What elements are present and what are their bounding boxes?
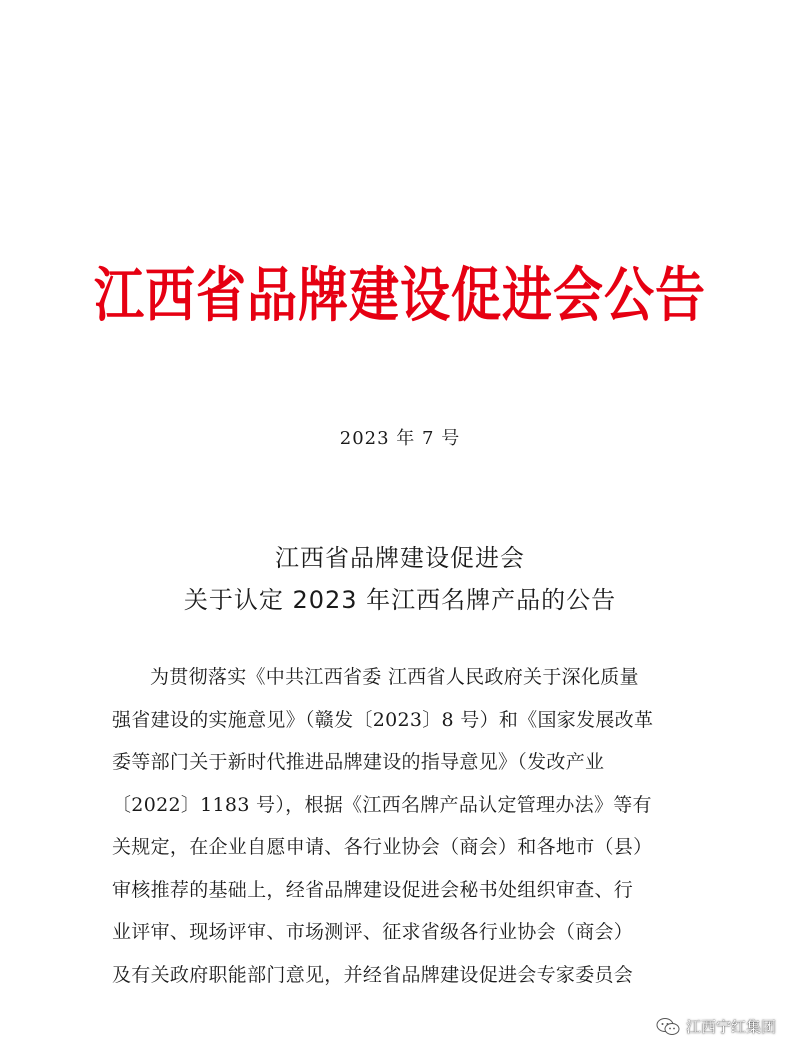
wechat-watermark	[656, 1016, 776, 1037]
wechat-icon	[656, 1017, 680, 1037]
body-paragraph	[112, 656, 702, 996]
body-line: 强省建设的实施意见》（赣发〔2023〕8 号）和《国家发展改革	[112, 708, 654, 731]
body-line: 审核推荐的基础上，经省品牌建设促进会秘书处组织审查、行	[112, 878, 634, 901]
body-line: 〔2022〕1183 号），根据《江西名牌产品认定管理办法》等有	[112, 793, 652, 816]
body-line: 业评审、现场评审、市场测评、征求省级各行业协会（商会）	[112, 921, 634, 943]
announcement-title-line-2: 关于认定 2023 年江西名牌产品的公告	[183, 586, 617, 614]
document-number: 2023 年 7 号	[339, 428, 461, 449]
body-line: 委等部门关于新时代推进品牌建设的指导意见》（发改产业	[112, 751, 605, 773]
body-line: 及有关政府职能部门意见，并经省品牌建设促进会专家委员会	[112, 963, 634, 986]
watermark-text: 江西宁红集团	[685, 1018, 776, 1036]
announcement-title-line-1: 江西省品牌建设促进会	[275, 544, 525, 572]
masthead-title: 江西省品牌建设促进会公告	[94, 259, 706, 330]
body-line: 为贯彻落实《中共江西省委 江西省人民政府关于深化质量	[150, 666, 639, 688]
body-line: 关规定，在企业自愿申请、各行业协会（商会）和各地市（县）	[112, 836, 653, 858]
